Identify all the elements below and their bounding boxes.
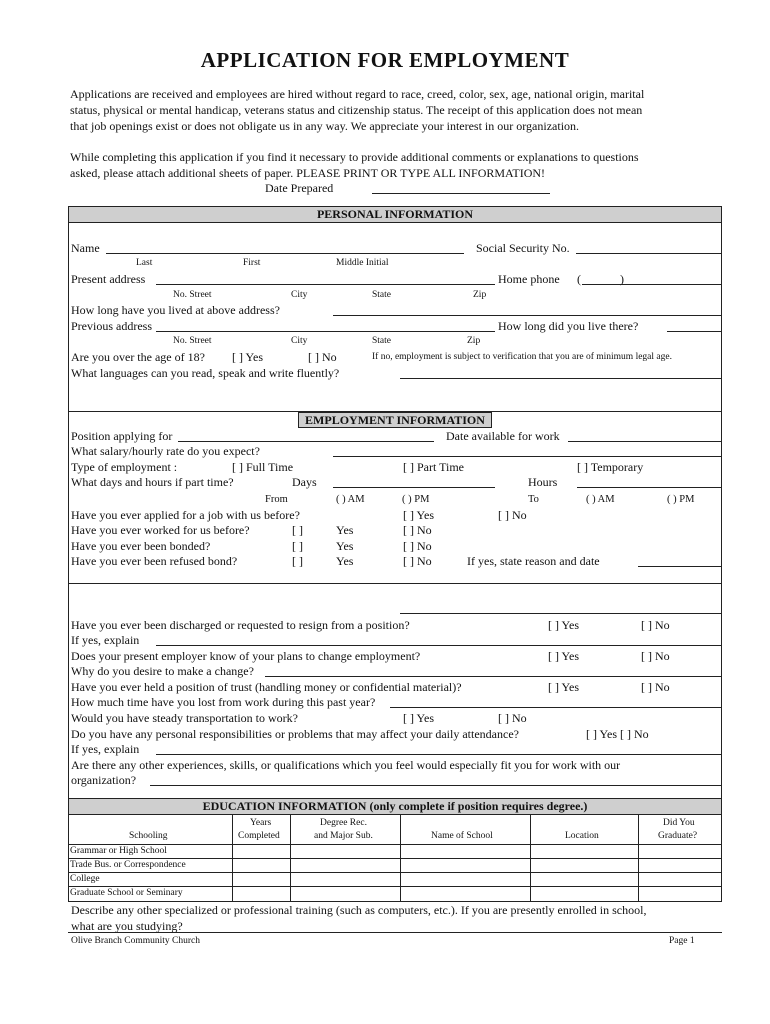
- q-refused-label: Have you ever been refused bond?: [71, 554, 238, 568]
- hours-field[interactable]: [577, 487, 721, 488]
- salary-label: What salary/hourly rate do you expect?: [71, 444, 260, 458]
- ssn-label: Social Security No.: [476, 241, 570, 255]
- discharged-explain-label: If yes, explain: [71, 633, 140, 647]
- date-available-field[interactable]: [568, 441, 721, 442]
- employment-box-right: [721, 411, 722, 799]
- home-phone-field[interactable]: [582, 284, 721, 285]
- name-field[interactable]: [106, 253, 464, 254]
- personal-header: PERSONAL INFORMATION: [68, 206, 722, 223]
- edu-row-graduate: Graduate School or Seminary: [70, 888, 183, 898]
- reason-field-line-2[interactable]: [68, 583, 721, 584]
- prev-street-caption: No. Street: [173, 336, 212, 346]
- q-worked-label: Have you ever worked for us before?: [71, 523, 250, 537]
- q-bonded-yes-label: Yes: [336, 539, 354, 553]
- q-applied-no-checkbox[interactable]: [ ] No: [498, 508, 527, 522]
- edu-row-line-4: [68, 886, 722, 887]
- q-discharged-yes-checkbox[interactable]: [ ] Yes: [548, 618, 580, 632]
- q-worked-no-checkbox[interactable]: [ ] No: [403, 523, 432, 537]
- q-bonded-no-checkbox[interactable]: [ ] No: [403, 539, 432, 553]
- q-other-line-1: Are there any other experiences, skills, or qualifications which you feel would especially fit you for work with our: [71, 758, 621, 772]
- q-employer-know-no-checkbox[interactable]: [ ] No: [641, 649, 670, 663]
- edu-col-name: Name of School: [431, 831, 493, 841]
- q-personal-yes-no-checkbox[interactable]: [ ] Yes [ ] No: [586, 727, 649, 741]
- date-prepared-field[interactable]: [372, 193, 550, 194]
- how-long-lived-label: How long have you lived at above address?: [71, 303, 280, 317]
- training-bottom-rule: [68, 932, 722, 933]
- intro-line-2: status, physical or mental handicap, veterans status and citizenship status. The receipt of this application does not mean: [70, 103, 643, 117]
- edu-col-degree-2: and Major Sub.: [314, 831, 373, 841]
- hours-label: Hours: [528, 475, 558, 489]
- name-label: Name: [71, 241, 100, 255]
- address-city-caption: City: [291, 290, 308, 300]
- position-label: Position applying for: [71, 429, 173, 443]
- edu-col-location: Location: [565, 831, 599, 841]
- training-line-1: Describe any other specialized or professional training (such as computers, etc.). If you are presently enrolled in school,: [71, 903, 647, 917]
- q-refused-yes-checkbox[interactable]: [ ]: [292, 554, 303, 568]
- over18-label: Are you over the age of 18?: [71, 350, 205, 364]
- q-transport-label: Would you have steady transportation to work?: [71, 711, 298, 725]
- footer-organization: Olive Branch Community Church: [71, 936, 201, 946]
- q-employer-know-yes-checkbox[interactable]: [ ] Yes: [548, 649, 580, 663]
- present-address-field[interactable]: [156, 284, 495, 285]
- how-long-prev-label: How long did you live there?: [498, 319, 639, 333]
- q-bonded-label: Have you ever been bonded?: [71, 539, 211, 553]
- over18-yes-checkbox[interactable]: [ ] Yes: [232, 350, 264, 364]
- how-long-prev-field[interactable]: [667, 331, 721, 332]
- q-why-change-label: Why do you desire to make a change?: [71, 664, 254, 678]
- edu-col-schooling: Schooling: [129, 831, 168, 841]
- position-field[interactable]: [178, 441, 434, 442]
- days-label: Days: [292, 475, 317, 489]
- q-bonded-yes-checkbox[interactable]: [ ]: [292, 539, 303, 553]
- q-discharged-no-checkbox[interactable]: [ ] No: [641, 618, 670, 632]
- personal-explain-field[interactable]: [156, 754, 721, 755]
- edu-row-line-2: [68, 858, 722, 859]
- personal-explain-label: If yes, explain: [71, 742, 140, 756]
- q-refused-yes-label: Yes: [336, 554, 354, 568]
- name-first-caption: First: [243, 258, 261, 268]
- page-title: APPLICATION FOR EMPLOYMENT: [200, 48, 570, 72]
- full-time-checkbox[interactable]: [ ] Full Time: [232, 460, 294, 474]
- languages-label: What languages can you read, speak and write fluently?: [71, 366, 340, 380]
- to-label: To: [528, 494, 539, 505]
- q-other-line-2: organization?: [71, 773, 137, 787]
- previous-address-label: Previous address: [71, 319, 152, 333]
- address-state-caption: State: [372, 290, 391, 300]
- prev-city-caption: City: [291, 336, 308, 346]
- over18-note: If no, employment is subject to verification that you are of minimum legal age.: [372, 352, 672, 362]
- q-applied-label: Have you ever applied for a job with us before?: [71, 508, 300, 522]
- from-am-checkbox[interactable]: ( ) AM: [336, 494, 365, 505]
- employment-box-left: [68, 411, 69, 799]
- q-applied-yes-checkbox[interactable]: [ ] Yes: [403, 508, 435, 522]
- training-line-2: what are you studying?: [71, 919, 183, 933]
- edu-row-line-1: [68, 844, 722, 845]
- intro-line-4: While completing this application if you find it necessary to provide additional comments or explanations to questions: [70, 150, 639, 164]
- edu-col-degree-1: Degree Rec.: [320, 818, 367, 828]
- other-qualifications-field[interactable]: [150, 785, 721, 786]
- phone-paren-open: (: [577, 272, 581, 286]
- q-trust-no-checkbox[interactable]: [ ] No: [641, 680, 670, 694]
- present-address-label: Present address: [71, 272, 146, 286]
- q-discharged-label: Have you ever been discharged or requested to resign from a position?: [71, 618, 410, 632]
- q-trust-label: Have you ever held a position of trust (handling money or confidential material)?: [71, 680, 462, 694]
- home-phone-label: Home phone: [498, 272, 560, 286]
- q-worked-yes-label: Yes: [336, 523, 354, 537]
- reason-field[interactable]: [638, 566, 721, 567]
- prev-state-caption: State: [372, 336, 391, 346]
- footer-page-number: Page 1: [669, 936, 695, 946]
- q-refused-no-checkbox[interactable]: [ ] No: [403, 554, 432, 568]
- why-change-field[interactable]: [265, 676, 721, 677]
- salary-field[interactable]: [333, 456, 721, 457]
- edu-col-grad-2: Graduate?: [658, 831, 698, 841]
- name-last-caption: Last: [136, 258, 153, 268]
- edu-col-years-2: Completed: [238, 831, 280, 841]
- date-prepared-label: Date Prepared: [265, 181, 334, 195]
- personal-box-right: [721, 206, 722, 412]
- edu-row-trade: Trade Bus. or Correspondence: [70, 860, 186, 870]
- q-time-lost-label: How much time have you lost from work during this past year?: [71, 695, 376, 709]
- edu-row-college: College: [70, 874, 100, 884]
- q-personal-label: Do you have any personal responsibilities or problems that may affect your daily attendance?: [71, 727, 519, 741]
- if-yes-reason-label: If yes, state reason and date: [467, 554, 600, 568]
- q-employer-know-label: Does your present employer know of your plans to change employment?: [71, 649, 421, 663]
- edu-row-line-3: [68, 872, 722, 873]
- to-am-checkbox[interactable]: ( ) AM: [586, 494, 615, 505]
- languages-field[interactable]: [400, 378, 721, 379]
- q-transport-yes-checkbox[interactable]: [ ] Yes: [403, 711, 435, 725]
- edu-row-line-5: [68, 901, 722, 902]
- intro-line-1: Applications are received and employees are hired without regard to race, creed, color, sex, age, national origin, marital: [70, 87, 645, 101]
- phone-paren-close: ): [620, 272, 624, 286]
- part-time-checkbox[interactable]: [ ] Part Time: [403, 460, 465, 474]
- date-available-label: Date available for work: [446, 429, 560, 443]
- q-worked-yes-checkbox[interactable]: [ ]: [292, 523, 303, 537]
- edu-row-grammar: Grammar or High School: [70, 846, 167, 856]
- name-middle-caption: Middle Initial: [336, 258, 389, 268]
- prev-zip-caption: Zip: [467, 336, 481, 346]
- address-zip-caption: Zip: [473, 290, 487, 300]
- intro-line-3: that job openings exist or does not obligate us in any way. We appreciate your interest in our organization.: [70, 119, 580, 133]
- days-field[interactable]: [333, 487, 495, 488]
- previous-address-field[interactable]: [156, 331, 495, 332]
- q-transport-no-checkbox[interactable]: [ ] No: [498, 711, 527, 725]
- edu-col-years-1: Years: [250, 818, 272, 828]
- to-pm-checkbox[interactable]: ( ) PM: [667, 494, 695, 505]
- edu-col-grad-1: Did You: [663, 818, 695, 828]
- from-label: From: [265, 494, 288, 505]
- time-lost-field[interactable]: [390, 707, 721, 708]
- discharged-explain-field[interactable]: [156, 645, 721, 646]
- from-pm-checkbox[interactable]: ( ) PM: [402, 494, 430, 505]
- employment-header: EMPLOYMENT INFORMATION: [298, 412, 492, 428]
- reason-field-line-3[interactable]: [400, 613, 721, 614]
- address-street-caption: No. Street: [173, 290, 212, 300]
- temporary-checkbox[interactable]: [ ] Temporary: [577, 460, 644, 474]
- ssn-field[interactable]: [576, 253, 721, 254]
- how-long-lived-field[interactable]: [333, 315, 721, 316]
- days-hours-label: What days and hours if part time?: [71, 475, 234, 489]
- education-header: EDUCATION INFORMATION (only complete if position requires degree.): [68, 798, 722, 815]
- personal-box-left: [68, 206, 69, 412]
- intro-line-5: asked, please attach additional sheets of paper. PLEASE PRINT OR TYPE ALL INFORMATION!: [70, 166, 546, 180]
- q-trust-yes-checkbox[interactable]: [ ] Yes: [548, 680, 580, 694]
- employment-type-label: Type of employment :: [71, 460, 178, 474]
- over18-no-checkbox[interactable]: [ ] No: [308, 350, 337, 364]
